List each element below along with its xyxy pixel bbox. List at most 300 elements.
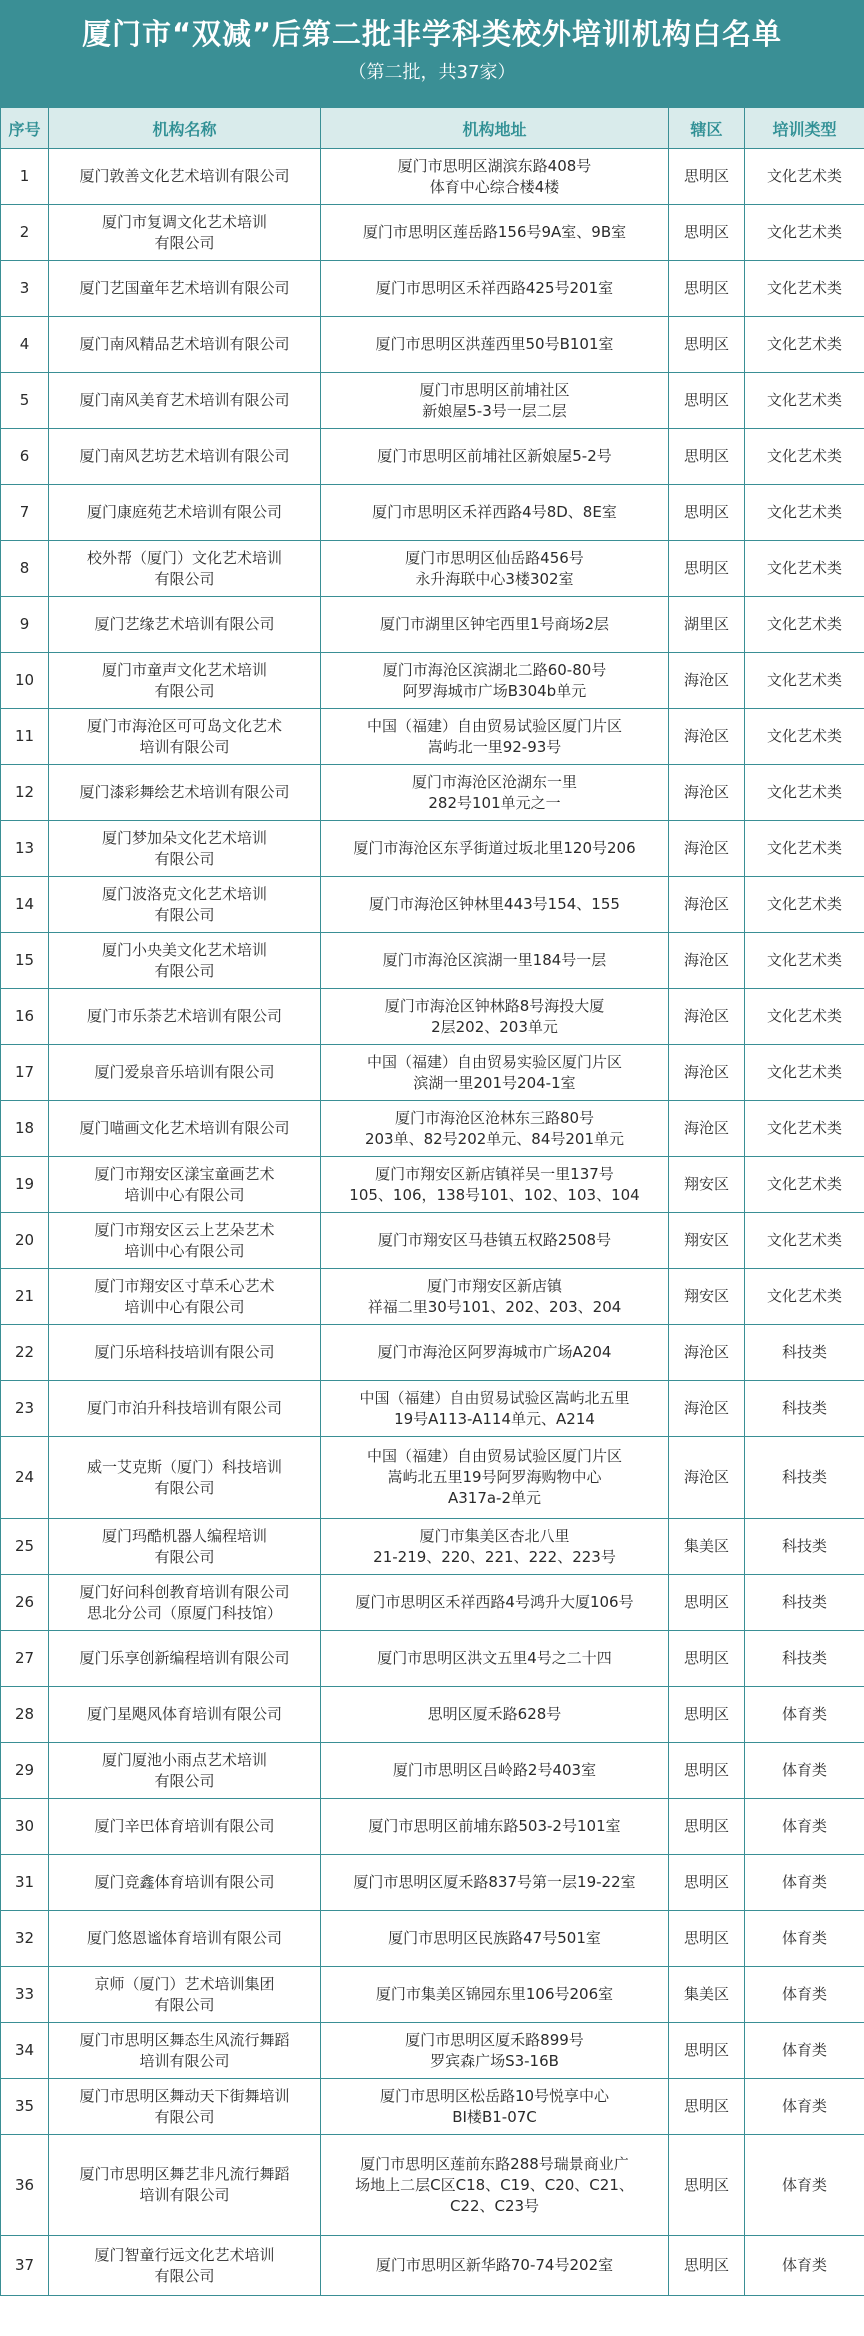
cell-type (745, 149, 864, 205)
cell-type-line: 体育类 (781, 1817, 827, 1835)
cell-name (49, 2079, 321, 2135)
cell-name-line: 威一艾克斯（厦门）科技培训 (86, 1457, 282, 1476)
cell-no-line: 6 (19, 447, 30, 465)
cell-name-line: 厦门辛巴体育培训有限公司 (94, 1817, 275, 1835)
cell-district (669, 2135, 745, 2236)
cell-no (1, 261, 49, 317)
cell-district (669, 541, 745, 597)
cell-address-line: 21-219、220、221、222、223号 (373, 1547, 616, 1566)
cell-address (321, 1687, 669, 1743)
cell-address-line: 203单、82号202单元、84号201单元 (364, 1129, 625, 1148)
cell-district (669, 485, 745, 541)
cell-type (745, 597, 864, 653)
cell-address-line: 厦门市思明区禾祥西路425号201室 (375, 279, 614, 297)
cell-type (745, 877, 864, 933)
cell-name-line: 有限公司 (154, 1547, 215, 1566)
cell-type (745, 1687, 864, 1743)
cell-district (669, 1631, 745, 1687)
cell-address-line: 厦门市海沧区滨湖一里184号一层 (382, 951, 607, 969)
cell-name (49, 149, 321, 205)
cell-no-line: 34 (14, 2041, 35, 2059)
column-header-no: 序号 (1, 108, 49, 149)
cell-no (1, 597, 49, 653)
cell-no-line: 12 (14, 783, 35, 801)
cell-type (745, 1967, 864, 2023)
table-row (1, 877, 864, 933)
cell-district (669, 1213, 745, 1269)
cell-no-line: 4 (19, 335, 30, 353)
cell-no (1, 1799, 49, 1855)
cell-name-line: 厦门市思明区舞动天下街舞培训 (79, 2086, 290, 2105)
table-row (1, 485, 864, 541)
cell-name-line: 厦门市海沧区可可岛文化艺术 (86, 716, 282, 735)
cell-name-line: 培训中心有限公司 (124, 1241, 245, 1260)
cell-address-line: 厦门市思明区洪莲西里50号B101室 (375, 335, 614, 353)
cell-type-line: 文化艺术类 (766, 1119, 842, 1137)
cell-name-line: 厦门竞鑫体育培训有限公司 (94, 1873, 275, 1891)
cell-type-line: 文化艺术类 (766, 895, 842, 913)
cell-no (1, 709, 49, 765)
cell-district (669, 1269, 745, 1325)
cell-district (669, 1575, 745, 1631)
cell-name-line: 厦门智童行远文化艺术培训 (94, 2245, 275, 2264)
cell-district-line: 海沧区 (683, 783, 729, 801)
cell-type (745, 709, 864, 765)
cell-name-line: 厦门悠恩谧体育培训有限公司 (86, 1929, 282, 1947)
cell-no-line: 33 (14, 1985, 35, 2003)
cell-district-line: 思明区 (683, 1817, 729, 1835)
table-row (1, 2079, 864, 2135)
cell-no-line: 29 (14, 1761, 35, 1779)
cell-district (669, 765, 745, 821)
cell-name (49, 821, 321, 877)
cell-district (669, 1911, 745, 1967)
cell-type (745, 485, 864, 541)
cell-no-line: 31 (14, 1873, 35, 1891)
column-header-type: 培训类型 (745, 108, 864, 149)
cell-district-line: 思明区 (683, 1649, 729, 1667)
cell-district-line: 思明区 (683, 1761, 729, 1779)
cell-district (669, 205, 745, 261)
cell-address-line: 厦门市海沧区钟林路8号海投大厦 (384, 996, 605, 1015)
cell-address-line: 厦门市湖里区钟宅西里1号商场2层 (379, 615, 610, 633)
cell-name-line: 有限公司 (154, 2266, 215, 2285)
cell-name-line: 有限公司 (154, 849, 215, 868)
cell-district (669, 709, 745, 765)
cell-type-line: 文化艺术类 (766, 1175, 842, 1193)
cell-type-line: 文化艺术类 (766, 671, 842, 689)
cell-name-line: 厦门市复调文化艺术培训 (101, 212, 267, 231)
cell-no-line: 19 (14, 1175, 35, 1193)
cell-name (49, 1325, 321, 1381)
table-row (1, 429, 864, 485)
cell-address-line: 厦门市翔安区新店镇祥吴一里137号 (375, 1164, 614, 1183)
cell-type-line: 科技类 (781, 1468, 827, 1486)
cell-district-line: 集美区 (683, 1985, 729, 2003)
column-header-district: 辖区 (669, 108, 745, 149)
cell-type-line: 体育类 (781, 1761, 827, 1779)
cell-name-line: 培训中心有限公司 (124, 1185, 245, 1204)
cell-district (669, 653, 745, 709)
cell-address (321, 1437, 669, 1519)
cell-type-line: 文化艺术类 (766, 447, 842, 465)
cell-no-line: 3 (19, 279, 30, 297)
cell-address-line: 新娘屋5-3号一层二层 (422, 401, 567, 420)
cell-address (321, 933, 669, 989)
cell-name-line: 有限公司 (154, 1995, 215, 2014)
cell-address (321, 1381, 669, 1437)
cell-type-line: 文化艺术类 (766, 559, 842, 577)
cell-name (49, 1157, 321, 1213)
cell-address-line: 厦门市思明区前埔社区新娘屋5-2号 (377, 447, 612, 465)
cell-name-line: 培训有限公司 (139, 2051, 230, 2070)
cell-name (49, 1381, 321, 1437)
cell-district-line: 思明区 (683, 279, 729, 297)
cell-address (321, 1045, 669, 1101)
cell-no-line: 35 (14, 2097, 35, 2115)
cell-type (745, 821, 864, 877)
whitelist-table (0, 107, 864, 2296)
cell-no-line: 25 (14, 1537, 35, 1555)
cell-type (745, 1799, 864, 1855)
cell-name-line: 厦门市思明区舞态生风流行舞蹈 (79, 2030, 290, 2049)
cell-name (49, 1269, 321, 1325)
cell-name (49, 989, 321, 1045)
cell-name (49, 373, 321, 429)
cell-name-line: 厦门市思明区舞艺非凡流行舞蹈 (79, 2165, 290, 2183)
cell-district-line: 翔安区 (683, 1231, 729, 1249)
cell-name (49, 2135, 321, 2236)
cell-name-line: 厦门好问科创教育培训有限公司 (79, 1582, 290, 1601)
cell-address (321, 1519, 669, 1575)
cell-no (1, 877, 49, 933)
cell-type (745, 2236, 864, 2296)
cell-name-line: 思北分公司（原厦门科技馆） (86, 1603, 282, 1622)
cell-address-line: 场地上二层C区C18、C19、C20、C21、 (355, 2175, 634, 2194)
cell-name (49, 1799, 321, 1855)
cell-address-line: 厦门市思明区莲岳路156号9A室、9B室 (362, 223, 627, 241)
cell-district (669, 1519, 745, 1575)
cell-address-line: 厦门市海沧区沧林东三路80号 (394, 1108, 595, 1127)
cell-address (321, 653, 669, 709)
cell-no (1, 2079, 49, 2135)
cell-address-line: 厦门市集美区锦园东里106号206室 (375, 1985, 614, 2003)
cell-type-line: 文化艺术类 (766, 1063, 842, 1081)
cell-name (49, 765, 321, 821)
cell-no (1, 149, 49, 205)
cell-address-line: 厦门市海沧区阿罗海城市广场A204 (377, 1343, 612, 1361)
cell-address (321, 1967, 669, 2023)
cell-name (49, 877, 321, 933)
cell-name-line: 有限公司 (154, 569, 215, 588)
cell-address-line: 105、106，138号101、102、103、104 (349, 1185, 640, 1204)
cell-address (321, 821, 669, 877)
cell-address-line: 厦门市思明区前埔东路503-2号101室 (368, 1817, 621, 1835)
cell-name-line: 厦门梦加朵文化艺术培训 (101, 828, 267, 847)
cell-type-line: 体育类 (781, 2041, 827, 2059)
cell-name-line: 有限公司 (154, 2107, 215, 2126)
cell-district-line: 思明区 (683, 223, 729, 241)
cell-type (745, 1437, 864, 1519)
cell-address-line: 282号101单元之一 (428, 793, 561, 812)
cell-district-line: 海沧区 (683, 1468, 729, 1486)
cell-type (745, 541, 864, 597)
table-row (1, 1743, 864, 1799)
cell-address (321, 149, 669, 205)
cell-name (49, 1045, 321, 1101)
cell-no-line: 23 (14, 1399, 35, 1417)
cell-no (1, 205, 49, 261)
cell-type (745, 1519, 864, 1575)
cell-address-line: 罗宾森广场S3-16B (430, 2051, 559, 2070)
cell-district-line: 海沧区 (683, 1007, 729, 1025)
cell-name-line: 厦门厦池小雨点艺术培训 (101, 1750, 267, 1769)
table-row (1, 1101, 864, 1157)
cell-no (1, 2023, 49, 2079)
cell-address (321, 1101, 669, 1157)
table-row (1, 1519, 864, 1575)
table-row (1, 709, 864, 765)
cell-name-line: 有限公司 (154, 961, 215, 980)
cell-type (745, 1101, 864, 1157)
cell-address-line: 思明区厦禾路628号 (427, 1705, 562, 1723)
cell-address-line: 厦门市思明区湖滨东路408号 (397, 156, 592, 175)
cell-address (321, 1157, 669, 1213)
cell-name-line: 厦门星飓风体育培训有限公司 (86, 1705, 282, 1723)
cell-district-line: 思明区 (683, 2097, 729, 2115)
cell-type-line: 文化艺术类 (766, 1231, 842, 1249)
cell-address-line: 厦门市海沧区沧湖东一里 (411, 772, 577, 791)
cell-type-line: 文化艺术类 (766, 391, 842, 409)
table-row (1, 989, 864, 1045)
table-row (1, 1855, 864, 1911)
cell-address (321, 1575, 669, 1631)
cell-name-line: 厦门艺国童年艺术培训有限公司 (79, 279, 290, 297)
cell-address-line: 厦门市海沧区滨湖北二路60-80号 (382, 660, 607, 679)
cell-type (745, 933, 864, 989)
cell-no (1, 933, 49, 989)
cell-type-line: 科技类 (781, 1399, 827, 1417)
cell-no (1, 373, 49, 429)
cell-district-line: 思明区 (683, 2256, 729, 2274)
cell-district (669, 2023, 745, 2079)
cell-address-line: 厦门市海沧区钟林里443号154、155 (369, 895, 620, 913)
cell-district (669, 1967, 745, 2023)
cell-district (669, 1045, 745, 1101)
cell-address (321, 2236, 669, 2296)
cell-name-line: 厦门南风艺坊艺术培训有限公司 (79, 447, 290, 465)
cell-address (321, 1911, 669, 1967)
cell-no-line: 8 (19, 559, 30, 577)
cell-name (49, 1911, 321, 1967)
cell-district (669, 989, 745, 1045)
cell-district-line: 思明区 (683, 335, 729, 353)
cell-no-line: 2 (19, 223, 30, 241)
cell-name (49, 1519, 321, 1575)
table-row (1, 1157, 864, 1213)
cell-type (745, 1045, 864, 1101)
cell-no-line: 26 (14, 1593, 35, 1611)
cell-type-line: 体育类 (781, 1873, 827, 1891)
cell-type-line: 文化艺术类 (766, 951, 842, 969)
cell-type (745, 1575, 864, 1631)
cell-district-line: 思明区 (683, 391, 729, 409)
cell-type-line: 文化艺术类 (766, 503, 842, 521)
cell-type-line: 文化艺术类 (766, 335, 842, 353)
cell-address (321, 2023, 669, 2079)
cell-type (745, 1743, 864, 1799)
cell-address-line: 中国（福建）自由贸易试验区厦门片区 (366, 716, 622, 735)
cell-name-line: 有限公司 (154, 681, 215, 700)
cell-type-line: 体育类 (781, 1705, 827, 1723)
cell-district (669, 1101, 745, 1157)
cell-name (49, 1631, 321, 1687)
cell-no (1, 765, 49, 821)
cell-name-line: 校外帮（厦门）文化艺术培训 (86, 548, 282, 567)
cell-no (1, 1437, 49, 1519)
cell-district-line: 海沧区 (683, 951, 729, 969)
cell-district-line: 思明区 (683, 1705, 729, 1723)
cell-district (669, 149, 745, 205)
cell-no-line: 18 (14, 1119, 35, 1137)
table-row (1, 205, 864, 261)
cell-district (669, 2079, 745, 2135)
cell-district-line: 思明区 (683, 2041, 729, 2059)
cell-no (1, 653, 49, 709)
cell-address (321, 877, 669, 933)
cell-address (321, 541, 669, 597)
cell-name (49, 933, 321, 989)
cell-type (745, 205, 864, 261)
cell-district (669, 1381, 745, 1437)
cell-district-line: 思明区 (683, 167, 729, 185)
table-row (1, 541, 864, 597)
cell-name-line: 培训中心有限公司 (124, 1297, 245, 1316)
cell-district (669, 2236, 745, 2296)
cell-name-line: 培训有限公司 (139, 737, 230, 756)
cell-name-line: 厦门玛酷机器人编程培训 (101, 1526, 267, 1545)
cell-type (745, 261, 864, 317)
cell-no (1, 1269, 49, 1325)
cell-type-line: 文化艺术类 (766, 783, 842, 801)
cell-address-line: A317a-2单元 (447, 1489, 542, 1507)
cell-district-line: 海沧区 (683, 1343, 729, 1361)
cell-name-line: 厦门市童声文化艺术培训 (101, 660, 267, 679)
table-row (1, 1575, 864, 1631)
cell-district (669, 933, 745, 989)
cell-type (745, 653, 864, 709)
cell-no-line: 24 (14, 1468, 35, 1486)
cell-district-line: 湖里区 (683, 615, 729, 633)
cell-type (745, 765, 864, 821)
page-header (0, 0, 864, 107)
cell-name-line: 厦门市翔安区漾宝童画艺术 (94, 1164, 275, 1183)
cell-type (745, 373, 864, 429)
cell-name (49, 1967, 321, 2023)
cell-address-line: BI楼B1-07C (452, 2107, 537, 2126)
cell-name-line: 有限公司 (154, 233, 215, 252)
cell-no (1, 1381, 49, 1437)
cell-type-line: 科技类 (781, 1649, 827, 1667)
cell-address-line: 嵩屿北一里92-93号 (427, 737, 562, 756)
column-header-address: 机构地址 (321, 108, 669, 149)
cell-name-line: 厦门南风精品艺术培训有限公司 (79, 335, 290, 353)
cell-no-line: 14 (14, 895, 35, 913)
cell-name (49, 653, 321, 709)
table-row (1, 317, 864, 373)
cell-address (321, 1631, 669, 1687)
cell-address-line: 厦门市思明区洪文五里4号之二十四 (377, 1649, 612, 1667)
cell-name (49, 1101, 321, 1157)
cell-type (745, 989, 864, 1045)
cell-district (669, 373, 745, 429)
cell-name-line: 厦门乐享创新编程培训有限公司 (79, 1649, 290, 1667)
cell-address-line: 滨湖一里201号204-1室 (413, 1073, 576, 1092)
cell-name-line: 有限公司 (154, 1478, 215, 1497)
cell-district-line: 海沧区 (683, 1119, 729, 1137)
cell-address-line: 厦门市翔安区新店镇 (426, 1276, 562, 1295)
cell-address (321, 1213, 669, 1269)
cell-type-line: 体育类 (781, 1929, 827, 1947)
cell-district-line: 思明区 (683, 1929, 729, 1947)
cell-name-line: 厦门漆彩舞绘艺术培训有限公司 (79, 783, 290, 801)
cell-district-line: 翔安区 (683, 1287, 729, 1305)
cell-address (321, 709, 669, 765)
table-row (1, 933, 864, 989)
cell-type (745, 1213, 864, 1269)
cell-name (49, 1213, 321, 1269)
cell-address-line: 厦门市思明区前埔社区 (419, 380, 570, 399)
cell-no-line: 10 (14, 671, 35, 689)
cell-name (49, 317, 321, 373)
table-row (1, 149, 864, 205)
cell-address-line: 厦门市海沧区东孚街道过坂北里120号206 (353, 839, 636, 857)
column-header-name: 机构名称 (49, 108, 321, 149)
cell-type-line: 体育类 (781, 2175, 827, 2194)
cell-name-line: 厦门市翔安区云上艺朵艺术 (94, 1220, 275, 1239)
cell-address-line: 厦门市思明区仙岳路456号 (405, 548, 584, 567)
cell-no-line: 16 (14, 1007, 35, 1025)
cell-district-line: 海沧区 (683, 671, 729, 689)
cell-address-line: 嵩屿北五里19号阿罗海购物中心 (387, 1468, 602, 1486)
cell-district-line: 海沧区 (683, 1399, 729, 1417)
cell-name-line: 厦门市泊升科技培训有限公司 (86, 1399, 282, 1417)
cell-name (49, 429, 321, 485)
cell-type-line: 体育类 (781, 2256, 827, 2274)
cell-address-line: 中国（福建）自由贸易试验区嵩屿北五里 (359, 1388, 630, 1407)
cell-type-line: 文化艺术类 (766, 1287, 842, 1305)
cell-district-line: 思明区 (683, 2175, 729, 2194)
cell-type-line: 科技类 (781, 1537, 827, 1555)
cell-address-line: 永升海联中心3楼302室 (415, 569, 574, 588)
cell-no (1, 1157, 49, 1213)
cell-name-line: 厦门艺缘艺术培训有限公司 (94, 615, 275, 633)
cell-name (49, 541, 321, 597)
cell-no-line: 9 (19, 615, 30, 633)
cell-address (321, 989, 669, 1045)
cell-address-line: 厦门市思明区松岳路10号悦享中心 (379, 2086, 610, 2105)
cell-no (1, 485, 49, 541)
cell-name-line: 厦门乐培科技培训有限公司 (94, 1343, 275, 1361)
cell-type (745, 1381, 864, 1437)
cell-type-line: 文化艺术类 (766, 223, 842, 241)
cell-no-line: 28 (14, 1705, 35, 1723)
cell-address (321, 1855, 669, 1911)
cell-name-line: 厦门爱泉音乐培训有限公司 (94, 1063, 275, 1081)
cell-district (669, 1687, 745, 1743)
cell-name-line: 京师（厦门）艺术培训集团 (94, 1974, 275, 1993)
cell-address (321, 429, 669, 485)
